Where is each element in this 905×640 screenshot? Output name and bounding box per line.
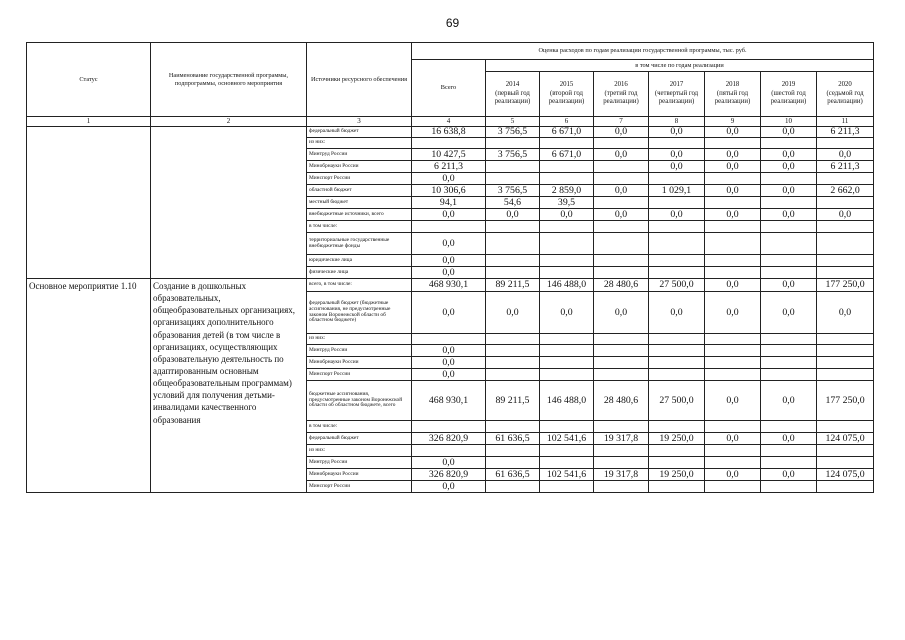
source-cell: областной бюджет [307,185,412,197]
value-cell: 0,0 [594,127,649,138]
value-cell [412,334,486,345]
source-cell: территориальные государственные внебюджетные фонды [307,233,412,255]
value-cell [817,445,874,457]
value-cell: 39,5 [540,197,594,209]
value-cell: 0,0 [649,149,705,161]
value-cell: 0,0 [761,209,817,221]
value-cell [594,161,649,173]
value-cell [412,138,486,149]
column-number: 1 [27,117,151,127]
by-years-header: в том числе по годам реализации [486,60,874,72]
value-cell [705,345,761,357]
value-cell [817,221,874,233]
value-cell: 94,1 [412,197,486,209]
source-cell: Минтруд России [307,149,412,161]
year-value: 2018 [725,80,740,88]
value-cell: 0,0 [705,209,761,221]
sources-header: Источники ресурсного обеспечения [307,43,412,117]
column-number: 10 [761,117,817,127]
value-cell [817,421,874,433]
year-label: (седьмой год реализации) [826,89,864,106]
value-cell: 0,0 [594,185,649,197]
value-cell [761,369,817,381]
value-cell [817,481,874,493]
value-cell: 0,0 [412,292,486,334]
value-cell: 0,0 [705,292,761,334]
column-number: 6 [540,117,594,127]
status-cell: Основное мероприятие 1.10 [27,279,151,493]
value-cell: 0,0 [649,161,705,173]
source-cell: федеральный бюджет [307,127,412,138]
value-cell: 0,0 [761,469,817,481]
value-cell: 0,0 [761,161,817,173]
value-cell [761,173,817,185]
value-cell [761,138,817,149]
source-cell: бюджетные ассигнования, предусмотренные законом Воронежской области об областном бюджете, всего [307,381,412,421]
value-cell [594,481,649,493]
value-cell: 0,0 [705,127,761,138]
value-cell [486,267,540,279]
value-cell [649,369,705,381]
value-cell: 0,0 [412,173,486,185]
value-cell [594,457,649,469]
year-label: (первый год реализации) [494,89,531,106]
value-cell [594,197,649,209]
year-value: 2017 [669,80,684,88]
value-cell: 1 029,1 [649,185,705,197]
source-cell: Минобрнауки России [307,161,412,173]
value-cell: 102 541,6 [540,469,594,481]
source-cell: Минспорт России [307,369,412,381]
value-cell: 19 250,0 [649,433,705,445]
value-cell: 54,6 [486,197,540,209]
year-value: 2015 [559,80,574,88]
year-label: (четвертый год реализации) [654,89,699,106]
value-cell: 0,0 [412,457,486,469]
value-cell: 61 636,5 [486,433,540,445]
value-cell [649,457,705,469]
value-cell [705,138,761,149]
value-cell [761,421,817,433]
source-cell: федеральный бюджет (бюджетные ассигнования, не предусмотренные законом Воронежской области об областном бюджете) [307,292,412,334]
year-header [649,72,705,117]
year-label: (пятый год реализации) [714,89,751,106]
value-cell [486,161,540,173]
value-cell: 146 488,0 [540,381,594,421]
value-cell [594,421,649,433]
value-cell [817,334,874,345]
table-body [27,43,874,493]
value-cell [594,233,649,255]
column-number: 7 [594,117,649,127]
value-cell [649,421,705,433]
value-cell: 16 638,8 [412,127,486,138]
value-cell [540,345,594,357]
name-cell: Создание в дошкольных образовательных, общеобразовательных организациях, организациях дополнительного образования детей (в том числе в организациях, осуществляющих образовательную деятельность по адаптированным основным общеобразовательным программам) условий для получения детьми-инвалидами качественного образования [151,279,307,493]
year-label: (второй год реализации) [548,89,585,106]
value-cell [761,267,817,279]
value-cell [540,369,594,381]
value-cell [594,173,649,185]
source-cell: Минспорт России [307,173,412,185]
value-cell: 2 662,0 [817,185,874,197]
value-cell: 19 250,0 [649,469,705,481]
value-cell [705,173,761,185]
value-cell: 124 075,0 [817,469,874,481]
value-cell: 19 317,8 [594,469,649,481]
value-cell: 28 480,6 [594,381,649,421]
source-cell: Минспорт России [307,481,412,493]
source-cell: Минобрнауки России [307,357,412,369]
value-cell: 0,0 [705,161,761,173]
value-cell: 0,0 [705,279,761,292]
name-cell [151,127,307,279]
value-cell: 6 211,3 [817,127,874,138]
value-cell [817,173,874,185]
value-cell [540,161,594,173]
column-number: 3 [307,117,412,127]
value-cell [540,481,594,493]
source-cell: местный бюджет [307,197,412,209]
value-cell [649,334,705,345]
value-cell [761,481,817,493]
value-cell: 0,0 [761,433,817,445]
year-label: (шестой год реализации) [770,89,807,106]
value-cell [761,357,817,369]
value-cell: 6 671,0 [540,149,594,161]
value-cell: 10 427,5 [412,149,486,161]
name-header: Наименование государственной программы, подпрограммы, основного мероприятия [151,43,307,117]
value-cell: 3 756,5 [486,185,540,197]
value-cell: 2 859,0 [540,185,594,197]
value-cell [817,138,874,149]
value-cell [649,173,705,185]
source-cell: в том числе: [307,221,412,233]
value-cell [649,445,705,457]
value-cell: 146 488,0 [540,279,594,292]
value-cell [594,334,649,345]
value-cell: 0,0 [594,149,649,161]
source-cell: из них: [307,445,412,457]
value-cell: 0,0 [486,292,540,334]
value-cell [540,421,594,433]
value-cell [817,457,874,469]
value-cell [649,233,705,255]
year-value: 2019 [781,80,796,88]
value-cell [486,481,540,493]
value-cell [594,369,649,381]
value-cell [817,267,874,279]
value-cell [486,457,540,469]
value-cell [486,221,540,233]
value-cell [486,255,540,267]
value-cell: 468 930,1 [412,381,486,421]
value-cell: 0,0 [761,279,817,292]
value-cell: 0,0 [817,292,874,334]
value-cell [486,445,540,457]
value-cell: 0,0 [412,369,486,381]
value-cell [540,357,594,369]
value-cell: 0,0 [412,233,486,255]
value-cell [540,255,594,267]
value-cell [540,334,594,345]
table-row [27,279,874,292]
value-cell [817,369,874,381]
value-cell: 6 211,3 [412,161,486,173]
value-cell [540,138,594,149]
column-numbers-row [27,117,874,127]
value-cell: 0,0 [761,185,817,197]
value-cell: 0,0 [649,209,705,221]
value-cell: 177 250,0 [817,381,874,421]
value-cell [705,457,761,469]
value-cell [761,445,817,457]
value-cell [486,357,540,369]
value-cell: 0,0 [761,149,817,161]
source-cell: Минтруд России [307,457,412,469]
value-cell: 0,0 [705,433,761,445]
value-cell [594,345,649,357]
value-cell: 19 317,8 [594,433,649,445]
value-cell [486,345,540,357]
value-cell: 27 500,0 [649,279,705,292]
value-cell: 0,0 [412,345,486,357]
source-cell: всего, в том числе: [307,279,412,292]
value-cell: 0,0 [412,267,486,279]
column-number: 8 [649,117,705,127]
value-cell [412,445,486,457]
value-cell: 326 820,9 [412,469,486,481]
source-cell: юридические лица [307,255,412,267]
value-cell: 0,0 [594,292,649,334]
year-header [540,72,594,117]
value-cell [817,255,874,267]
value-cell [486,138,540,149]
page-number: 69 [445,16,460,30]
value-cell [594,221,649,233]
status-header: Статус [27,43,151,117]
value-cell [594,445,649,457]
column-number: 11 [817,117,874,127]
value-cell [594,267,649,279]
value-cell: 28 480,6 [594,279,649,292]
value-cell [705,421,761,433]
value-cell [761,233,817,255]
value-cell [649,267,705,279]
value-cell: 0,0 [540,292,594,334]
value-cell [486,421,540,433]
year-header [594,72,649,117]
year-value: 2016 [614,80,628,88]
value-cell: 89 211,5 [486,279,540,292]
value-cell [649,221,705,233]
value-cell [412,421,486,433]
value-cell [486,233,540,255]
value-cell [705,357,761,369]
value-cell [486,334,540,345]
value-cell: 0,0 [817,149,874,161]
source-cell: в том числе: [307,421,412,433]
column-number: 4 [412,117,486,127]
value-cell [761,345,817,357]
value-cell: 0,0 [594,209,649,221]
source-cell: из них: [307,334,412,345]
value-cell: 468 930,1 [412,279,486,292]
value-cell: 326 820,9 [412,433,486,445]
value-cell: 3 756,5 [486,127,540,138]
value-cell: 0,0 [705,149,761,161]
value-cell: 61 636,5 [486,469,540,481]
value-cell [705,197,761,209]
year-value: 2020 [838,80,852,88]
value-cell [486,173,540,185]
value-cell: 0,0 [761,292,817,334]
value-cell [761,255,817,267]
source-cell: федеральный бюджет [307,433,412,445]
source-cell: Минобрнауки России [307,469,412,481]
value-cell: 0,0 [540,209,594,221]
budget-table [26,42,874,493]
status-cell [27,127,151,279]
value-cell [705,267,761,279]
value-cell: 6 671,0 [540,127,594,138]
value-cell: 0,0 [705,381,761,421]
value-cell: 102 541,6 [540,433,594,445]
value-cell: 6 211,3 [817,161,874,173]
value-cell [705,334,761,345]
value-cell [649,345,705,357]
value-cell [540,457,594,469]
value-cell: 0,0 [412,357,486,369]
value-cell [761,457,817,469]
total-header: Всего [412,60,486,117]
value-cell: 124 075,0 [817,433,874,445]
value-cell [594,138,649,149]
year-header [705,72,761,117]
value-cell [649,255,705,267]
value-cell: 0,0 [705,469,761,481]
value-cell [649,481,705,493]
value-cell [705,481,761,493]
source-cell: внебюджетные источники, всего [307,209,412,221]
column-number: 2 [151,117,307,127]
value-cell [540,221,594,233]
value-cell: 0,0 [649,292,705,334]
value-cell [761,221,817,233]
value-cell [817,197,874,209]
value-cell: 27 500,0 [649,381,705,421]
header-row [27,43,874,60]
year-header [761,72,817,117]
value-cell [817,357,874,369]
value-cell: 89 211,5 [486,381,540,421]
value-cell [705,445,761,457]
value-cell [705,369,761,381]
value-cell: 10 306,6 [412,185,486,197]
value-cell [761,197,817,209]
year-header [486,72,540,117]
value-cell: 3 756,5 [486,149,540,161]
column-number: 9 [705,117,761,127]
value-cell: 0,0 [761,127,817,138]
value-cell: 0,0 [705,185,761,197]
value-cell [761,334,817,345]
value-cell [705,221,761,233]
source-cell: Минтруд России [307,345,412,357]
value-cell [412,221,486,233]
value-cell [705,255,761,267]
value-cell [594,255,649,267]
value-cell [540,173,594,185]
value-cell: 0,0 [412,209,486,221]
value-cell [649,138,705,149]
value-cell [817,345,874,357]
value-cell [817,233,874,255]
value-cell: 0,0 [412,481,486,493]
table-row [27,127,874,138]
year-label: (третий год реализации) [603,89,639,106]
value-cell: 0,0 [817,209,874,221]
value-cell: 177 250,0 [817,279,874,292]
value-cell: 0,0 [412,255,486,267]
column-number: 5 [486,117,540,127]
year-value: 2014 [505,80,520,88]
value-cell [540,233,594,255]
value-cell: 0,0 [486,209,540,221]
value-cell [649,197,705,209]
year-header [817,72,874,117]
value-cell [486,369,540,381]
value-cell [594,357,649,369]
source-cell: из них: [307,138,412,149]
value-cell [705,233,761,255]
value-cell [649,357,705,369]
value-cell: 0,0 [761,381,817,421]
value-cell: 0,0 [649,127,705,138]
value-cell [540,267,594,279]
source-cell: физические лица [307,267,412,279]
value-cell [540,445,594,457]
estimate-header: Оценка расходов по годам реализации государственной программы, тыс. руб. [412,43,874,60]
